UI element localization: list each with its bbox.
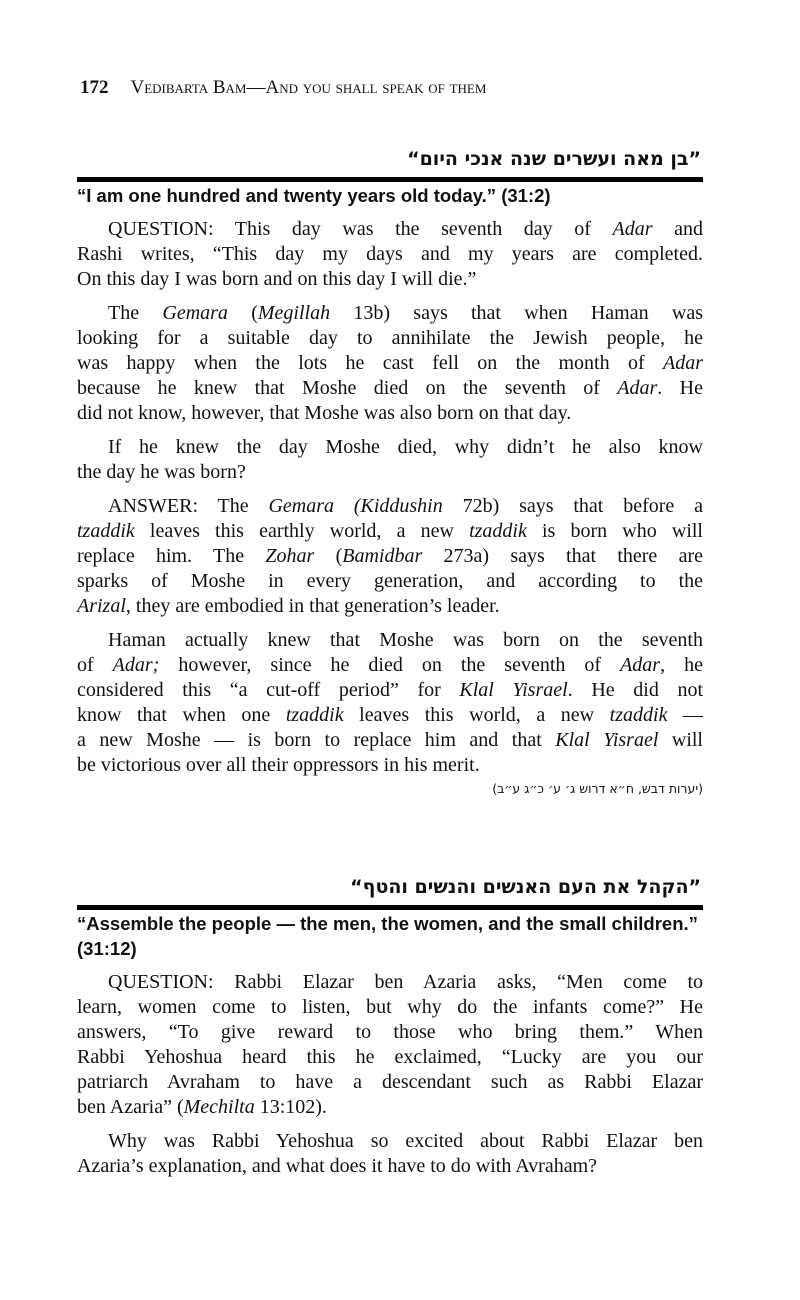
paragraph <box>77 435 703 485</box>
italic-term: Arizal <box>77 595 126 617</box>
text-line <box>77 435 703 460</box>
italic-term: Bamidbar <box>342 545 423 567</box>
text-run: of <box>77 654 113 676</box>
text-line <box>77 594 703 619</box>
text-run: Haman actually knew that Moshe was born on the seventh <box>108 629 703 651</box>
text-run: learn, women come to listen, but why do the infants come?” He <box>77 996 703 1018</box>
text-line <box>77 995 703 1020</box>
text-run: If he knew the day Moshe died, why didn’t he also know <box>108 436 703 458</box>
text-run: answers, “To give reward to those who bring them.” When <box>77 1021 703 1043</box>
text-line <box>77 242 703 267</box>
text-line <box>77 1020 703 1045</box>
heading-rule <box>77 177 703 182</box>
text-run: QUESTION: This day was the seventh day of <box>108 218 613 240</box>
source-citation: (יערות דבש, ח״א דרוש ג׳ ע׳ כ״ג ע״ב) <box>492 781 703 796</box>
section-body <box>77 970 703 1179</box>
text-run: sparks of Moshe in every generation, and according to the <box>77 570 703 592</box>
italic-term: Zohar <box>265 545 315 567</box>
text-run: looking for a suitable day to annihilate the Jewish people, he <box>77 327 703 349</box>
text-run: and <box>652 218 703 240</box>
text-line <box>77 753 703 778</box>
text-line <box>77 653 703 678</box>
text-line <box>77 1154 703 1179</box>
text-run: leaves this earthly world, a new <box>134 520 470 542</box>
text-line <box>77 267 703 292</box>
italic-term: Megillah <box>257 302 331 324</box>
text-run: Why was Rabbi Yehoshua so excited about Rabbi Elazar ben <box>108 1130 703 1152</box>
text-run: — <box>667 704 704 726</box>
text-run: because he knew that Moshe died on the seventh of <box>77 377 618 399</box>
italic-term: Adar; <box>112 654 160 676</box>
section-body <box>77 217 703 778</box>
text-line <box>77 728 703 753</box>
text-run: was happy when the lots he cast fell on the month of <box>77 352 663 374</box>
paragraph <box>77 301 703 426</box>
text-line <box>77 351 703 376</box>
text-line <box>77 519 703 544</box>
italic-term: Adar <box>620 654 661 676</box>
text-run: 13b) says that when Haman was <box>330 302 703 324</box>
text-line <box>77 703 703 728</box>
text-run: . He <box>657 377 703 399</box>
italic-term: Gemara <box>162 302 228 324</box>
text-line <box>77 1070 703 1095</box>
text-run: QUESTION: Rabbi Elazar ben Azaria asks, “Men come to <box>108 971 703 993</box>
italic-term: Mechilta <box>183 1096 255 1118</box>
italic-term: Adar <box>663 352 703 374</box>
text-run: 13:102). <box>254 1096 327 1118</box>
paragraph <box>77 970 703 1120</box>
text-line <box>77 544 703 569</box>
italic-term: Klal Yisrael <box>555 729 659 751</box>
text-run: did not know, however, that Moshe was also born on that day. <box>77 402 572 424</box>
text-line <box>77 376 703 401</box>
text-run: ben Azaria” ( <box>77 1096 184 1118</box>
text-run: , he <box>660 654 703 676</box>
text-line <box>77 1129 703 1154</box>
text-run: 72b) says that before a <box>442 495 704 517</box>
text-line <box>77 569 703 594</box>
italic-term: tzaddik <box>469 520 527 542</box>
section-1 <box>77 146 703 798</box>
text-run: be victorious over all their oppressors in his merit. <box>77 754 480 776</box>
paragraph <box>77 494 703 619</box>
italic-term: Adar <box>617 377 658 399</box>
text-line <box>77 1095 703 1120</box>
text-run: considered this “a cut-off period” for <box>77 679 460 701</box>
paragraph <box>77 1129 703 1179</box>
text-run: ( <box>314 545 343 567</box>
text-run: Azaria’s explanation, and what does it have to do with Avraham? <box>77 1155 598 1177</box>
text-line <box>77 970 703 995</box>
running-head <box>80 76 486 100</box>
paragraph <box>77 628 703 778</box>
text-run: 273a) says that there are <box>422 545 703 567</box>
section-2 <box>77 874 703 1179</box>
text-run: . He did not <box>567 679 704 701</box>
text-run: replace him. The <box>77 545 266 567</box>
italic-term: Klal Yisrael <box>459 679 568 701</box>
text-line <box>77 301 703 326</box>
text-run: The <box>108 302 163 324</box>
text-line <box>77 494 703 519</box>
text-line <box>77 628 703 653</box>
text-line <box>77 326 703 351</box>
italic-term: tzaddik <box>609 704 668 726</box>
italic-term: Gemara (Kiddushin <box>268 495 443 517</box>
heading-rule <box>77 905 703 910</box>
text-run: Rabbi Yehoshua heard this he exclaimed, “Lucky are you our <box>77 1046 703 1068</box>
text-run: , they are embodied in that generation’s leader. <box>125 595 500 617</box>
text-run: Rashi writes, “This day my days and my years are completed. <box>77 243 703 265</box>
text-run: a new Moshe — is born to replace him and that <box>77 729 556 751</box>
text-run: ( <box>227 302 258 324</box>
text-run: know that when one <box>77 704 286 726</box>
text-run: will <box>658 729 703 751</box>
italic-term: tzaddik <box>285 704 344 726</box>
text-line <box>77 460 703 485</box>
text-run: however, since he died on the seventh of <box>159 654 621 676</box>
text-line <box>77 401 703 426</box>
text-line <box>77 217 703 242</box>
text-run: On this day I was born and on this day I will die.” <box>77 268 477 290</box>
english-verse-heading: “Assemble the people — the men, the women, and the small children.” (31:12) <box>77 913 698 959</box>
italic-term: Adar <box>612 218 653 240</box>
paragraph <box>77 217 703 292</box>
text-run: the day he was born? <box>77 461 246 483</box>
hebrew-verse-heading: ”הקהל את העם האנשים והנשים והטף“ <box>350 876 701 898</box>
text-run: ANSWER: The <box>108 495 269 517</box>
text-run: is born who will <box>526 520 703 542</box>
book-title: Vedibarta Bam—And you shall speak of them <box>130 77 487 98</box>
text-run: leaves this world, a new <box>343 704 610 726</box>
page-number: 172 <box>80 77 109 98</box>
text-line <box>77 678 703 703</box>
text-line <box>77 1045 703 1070</box>
hebrew-verse-heading: ”בן מאה ועשרים שנה אנכי היום“ <box>407 148 701 170</box>
english-verse-heading: “I am one hundred and twenty years old today.” (31:2) <box>77 185 551 206</box>
text-run: patriarch Avraham to have a descendant such as Rabbi Elazar <box>77 1071 703 1093</box>
italic-term: tzaddik <box>77 520 135 542</box>
